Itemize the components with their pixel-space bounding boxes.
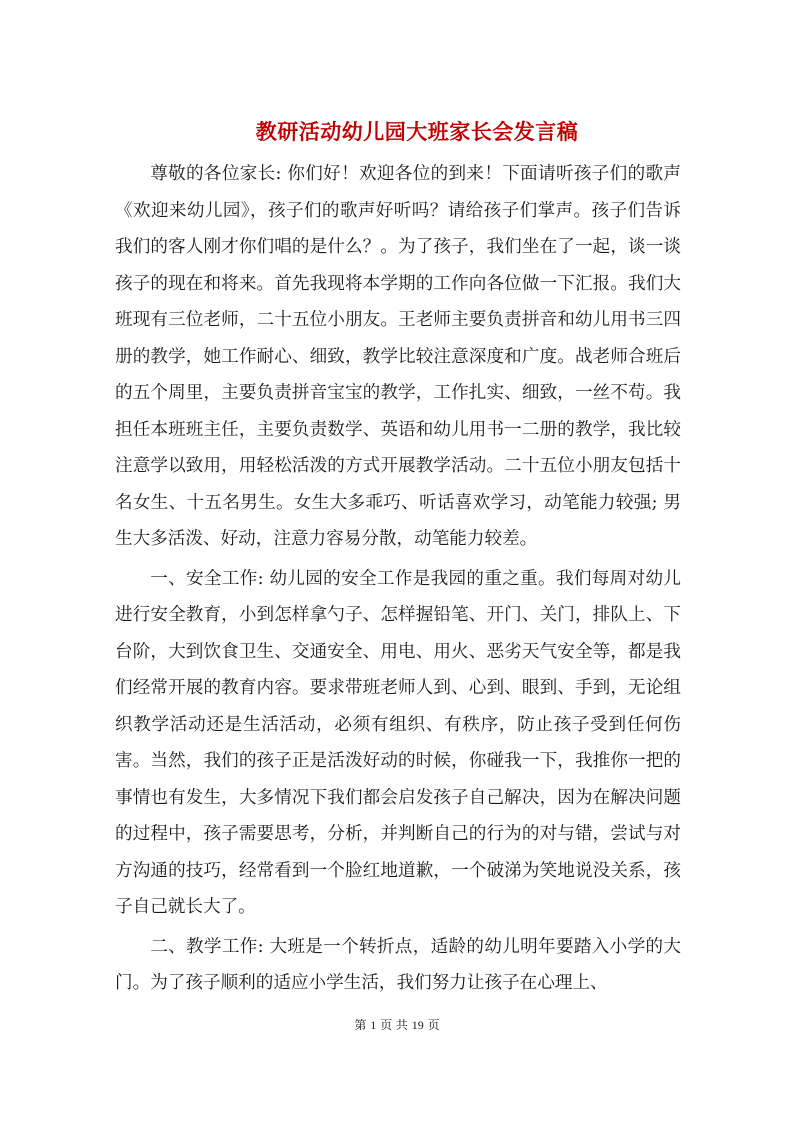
footer-suffix: 页 — [427, 1018, 440, 1032]
page-footer — [0, 1016, 794, 1033]
paragraph-intro: 尊敬的各位家长: 你们好！欢迎各位的到来！下面请听孩子们的歌声《欢迎来幼儿园》，孩子们的歌声好听吗？请给孩子们掌声。孩子们告诉我们的客人刚才你们唱的是什么？。为了孩子，我们坐在了一起，谈一谈孩子的现在和将来。首先我现将本学期的工作向各位做一下汇报。我们大班现有三位老师，二十五位小朋友。王老师主要负责拼音和幼儿用书三四册的教学，她工作耐心、细致，教学比较注意深度和广度。战老师合班后的五个周里，主要负责拼音宝宝的教学，工作扎实、细致，一丝不苟。我担任本班班主任，主要负责数学、英语和幼儿用书一二册的教学，我比较注意学以致用，用轻松活泼的方式开展教学活动。二十五位小朋友包括十名女生、十五名男生。女生大多乖巧、听话喜欢学习，动笔能力较强; 男生大多活泼、好动，注意力容易分散，动笔能力较差。 — [115, 164, 681, 549]
footer-page-number: 1 — [370, 1018, 377, 1032]
document-body — [115, 156, 681, 1002]
document-title: 教研活动幼儿园大班家长会发言稿 — [255, 119, 579, 144]
footer-total-pages: 19 — [411, 1018, 424, 1032]
footer-middle: 页 共 — [380, 1018, 408, 1032]
footer-prefix: 第 — [354, 1018, 367, 1032]
paragraph-teaching: 二、教学工作: 大班是一个转折点，适龄的幼儿明年要踏入小学的大门。为了孩子顺利的适应小学生活，我们努力让孩子在心理上、 — [115, 936, 681, 993]
paragraph-safety: 一、安全工作: 幼儿园的安全工作是我园的重之重。我们每周对幼儿进行安全教育，小到怎样拿勺子、怎样握铅笔、开门、关门，排队上、下台阶，大到饮食卫生、交通安全、用电、用火、恶劣天气安全等，都是我们经常开展的教育内容。要求带班老师人到、心到、眼到、手到，无论组织教学活动还是生活活动，必须有组织、有秩序，防止孩子受到任何伤害。当然，我们的孩子正是活泼好动的时候，你碰我一下，我推你一把的事情也有发生，大多情况下我们都会启发孩子自己解决，因为在解决问题的过程中，孩子需要思考，分析，并判断自己的行为的对与错，尝试与对方沟通的技巧，经常看到一个脸红地道歉，一个破涕为笑地说没关系，孩子自己就长大了。 — [115, 568, 681, 917]
